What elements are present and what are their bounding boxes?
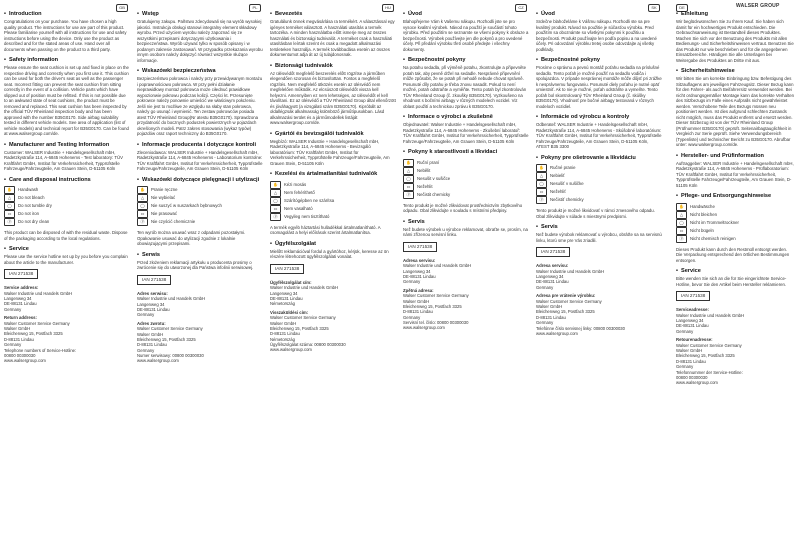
address-line: DE-88131 Lindau [676, 323, 709, 329]
address-line: Germany [536, 284, 554, 290]
care-symbol-label: Szárítógépben ne szárítsa [284, 197, 335, 203]
section-paragraph: Please ensure the seat cushion is set up and fixed in place on the respective driving and correctly when you first use it. This cushion can be used for both the driver's seat as well as the passenger seat. Incorrect fitting can prevent the seat cushion from sitting correctly in the event of a collision. Vehicle parts which have slipped out of position must be refitted. If this is not possible due to an awkward state of seat cushions, the product must be removed and replaced. This seat cushion has been inspected by the official TÜV Rheinland inspection body and has been approved with the number B35G0170. Side airbag suitability tested in different vehicle models. See area of application (list of vehicle models) and technical report for B35G0170. Can be found at www.walsergroup.com/de. [4, 65, 129, 137]
address-line: Germany [676, 328, 694, 334]
care-symbol-row [270, 197, 396, 205]
care-symbol-label: Nicht bleichen [690, 211, 717, 217]
care-symbol-row [4, 202, 130, 210]
care-symbol-label: Nesušiť v sušičke [550, 181, 584, 187]
care-symbol-row [676, 219, 794, 227]
section-paragraph: Ten wyrób można usuwać wraz z odpadami pozostałymi. Opakowanie usuwać do utylizacji zgodnie z lokalnie obowiązującymi przepisami. [137, 230, 246, 247]
section-paragraph: Dieses Produkt kann durch den Restmüll entsorgt werden. Die Verpackung entsprechend den örtlichen Bestimmungen entsorgen. [676, 246, 790, 263]
language-badge: GB [116, 4, 128, 12]
care-symbol-label: Handwash [18, 187, 39, 193]
care-symbols [403, 159, 529, 199]
address-line: Walser Customer Service Germany [4, 320, 70, 326]
address-line: Germany [536, 320, 554, 326]
care-symbol-label: Do not tumble dry [18, 203, 52, 209]
care-symbol-icon: ◯ [403, 175, 414, 183]
care-symbol-row [4, 210, 130, 218]
language-badge: CZ [515, 4, 527, 12]
address-line: Germany [4, 342, 22, 348]
care-symbol-icon: Ⓟ [137, 218, 148, 226]
language-column [270, 6, 396, 552]
care-symbol-row [536, 188, 662, 196]
care-symbol-row [137, 202, 263, 210]
care-symbol-row [403, 159, 529, 167]
section-paragraph: Bitte wenden Sie sich an die für Sie eingerichtete Service-Hotline, bevor Sie den Artikel beim Hersteller reklamieren. [676, 276, 787, 287]
section-heading: • Informácie od výrobcu a kontroly [536, 114, 662, 121]
website-link[interactable]: www.walsergroup.com [137, 358, 179, 364]
care-symbol-row [676, 211, 794, 219]
care-symbol-label: Nečistiť chemicky [550, 197, 584, 203]
care-symbol-row [403, 191, 529, 199]
care-symbol-label: Do not dry clean [18, 219, 50, 225]
section-paragraph: Prosíme o správnu a pevnú montáž poťahu sedadla na príslušné sedadlo. Tento poťah je možné použiť na sedadlo vodiča i spolujazdca. V prípade nesprávnej montáže môže dôjsť pri zrážke k nesprávnemu fungovaniu. Posunuté diely poťahu je nutné opäť umiestniť. Ak to nie je možné, poťah odstráňte a vymeňte. Tento poťah bol skontrolovaný TÜV Rheinland Group (č. skúšky B35G0170). Vhodnosť pre bočné airbagy testovaná v rôznych modeloch vozidiel. [536, 65, 662, 109]
section-heading: • Servis [536, 224, 662, 231]
language-column [536, 6, 662, 552]
language-badge: SK [648, 4, 660, 12]
care-symbol-label: Nečistit chemicky [417, 191, 451, 197]
section-heading: • Sicherheitshinweise [676, 68, 794, 75]
section-paragraph: Tento produkt je možné likvidovať v rámci zmesového odpadu. Obal zlikvidujte v súlade s miestnymi predpismi. [536, 208, 655, 219]
website-link[interactable]: www.walsergroup.com [270, 347, 312, 353]
care-symbol-icon: ◯ [4, 202, 15, 210]
address-line: Walser Industrie und Handels GmbH [4, 290, 73, 296]
care-symbol-icon: ✋ [4, 186, 15, 194]
care-symbol-row [536, 196, 662, 204]
ian-number: IAN 271538 [536, 247, 570, 257]
section-heading: • Introduction [4, 11, 130, 18]
language-column [4, 6, 130, 552]
address-line: D-88131 Lindau [676, 358, 706, 364]
address-line: Németország [270, 301, 295, 307]
address-line: DE-88131 Lindau [137, 306, 170, 312]
care-symbol-label: Handwäsche [690, 203, 715, 209]
care-symbols [536, 164, 662, 204]
section-heading: • Wskazówki dotyczące pielęgnacji i utylizacji [137, 177, 263, 184]
section-paragraph: Gratulujemy zakupu. Pañstwo zdecydowali się na wyrób wysokiej jakości. Instrukcja obsługi stanowi integralny element składowy wyrobu. Przed użyciem wyrobu należy zapoznać się ze wszystkimi przepisami dotyczącymi użytkowania i bezpieczeństwa. Wyrób używać tylko w sposób opisany i w podanym zakresie zastosowań. W przypadku przekazania wyrobu innym osobom należy dołączyć również wszystkie służące informacje. [137, 19, 263, 63]
section-heading: • Pokyny pre ošetrovanie a likvidáciu [536, 155, 662, 162]
section-paragraph: Odberateľ: WALSER Industrie + Handelsgesellschaft mbH, Radetzkystraße 114, A-6845 Hohenems - Skúšobné laboratórium: TÜV Kraftfahrt GmbH, Institut für Verkehrssicherheit, Typprüfstelle Fahrzeuge/Fahrzeugteile, Am Grauen Stein, D-51105 Köln, ATEST B35 3300 [536, 122, 662, 150]
section-paragraph: Zleceniodawca: WALSER Industrie + Handelsgesellschaft mbH, Radetzkystraße 114, A-6845 Hohenems - Laboratorium kontrolne: TÜV Kraftfahrt GmbH, Institut für Verkehrssicherheit, Typprüfstelle Fahrzeuge/Fahrzeugteile, Am Grauen Stein, D-51105 Köln [137, 149, 263, 172]
care-symbol-icon: Ⓟ [676, 235, 687, 243]
care-symbol-icon: ▭ [270, 205, 281, 213]
care-symbol-label: Vegyileg nem tisztítható [284, 213, 330, 219]
section-paragraph: Megbízó: WALSER Industrie + Handelsgesellschaft mbH, Radetzkystraße 114, A-6845 Hohenems - Bevizsgáló laboratórium: TÜV Kraftfahrt GmbH, Institut für Verkehrssicherheit, Typprüfstelle Fahrzeuge/Fahrzeugteile, Am Grauen Stein, D-51105 Köln [270, 138, 390, 166]
brand-logo: WALSER GROUP [736, 3, 780, 9]
care-symbol-icon: ✋ [270, 181, 281, 189]
care-symbol-icon: ✋ [137, 186, 148, 194]
section-paragraph: Przed złożeniem reklamacji artykułu u producenta prosimy o zwrócenie się do utworzonej dla Państwa infolinii serwisowej. [137, 259, 254, 271]
address-line: Bleichenweg 15, Postfach 3325 [270, 325, 329, 331]
address-heading: Adresa servisu: [536, 263, 569, 269]
address-line: Walser GmbH [676, 348, 703, 354]
address-line: D-88131 Lindau [536, 314, 566, 320]
address-heading: Service address: [4, 285, 39, 291]
address-line: Germany [137, 347, 155, 353]
address-line: D-88131 Lindau [270, 331, 300, 337]
section-heading: • Pflege- und Entsorgungshinweise [676, 193, 794, 200]
care-symbol-label: Do not bleach [18, 195, 45, 201]
section-paragraph: Customer: WALSER Industrie + Handelsgesellschaft mbH, Radetzkystraße 114, A-6845 Hohenems - Test laboratory: TÜV Kraftfahrt GmbH, Institut für Verkehrssicherheit, Typprüfstelle Fahrzeuge/Fahrzeugteile, Am Grauen Stein, D-51105 Köln [4, 149, 123, 172]
language-column [137, 6, 263, 552]
care-symbols [137, 186, 263, 226]
ian-number: IAN 271538 [676, 291, 710, 301]
care-symbols [4, 186, 130, 226]
address-heading: Serviceadresse: [676, 307, 709, 313]
care-symbol-label: Nebieliť [550, 173, 565, 179]
address-line: Langenweg 34 [536, 274, 564, 280]
section-paragraph: Na potahu sedadla, při výměně potahu, zkontrolujte a připevněte potah tak, aby pevně držel na sedadle. Nesprávné připevnění může způsobit, že se potah při nehodě nebude chovat správně. Posunuté díly potahu je třeba znovu nasadit. Pokud to není možné, potah odstraňte a vyměňte. Tento potah byl zkontrolován TÜV Rheinland Group (č. zkoušky B35G0170). Vyzkoušeno na vhodnost s bočními airbagy v různých modelech vozidel. Viz oblast použití a technickou zprávu k B35G0170. [403, 65, 527, 109]
care-symbol-label: Ručné pranie [550, 165, 576, 171]
section-heading: • Bezpečnostné pokyny [536, 57, 662, 64]
section-heading: • Hersteller- und Prüfinformation [676, 153, 794, 160]
section-heading: • Biztonsági tudnivalók [270, 63, 396, 70]
care-symbol-row [270, 181, 396, 189]
section-heading: • Bevezetés [270, 11, 396, 18]
ian-number: IAN 271538 [4, 269, 38, 279]
care-symbol-label: Nicht bügeln [690, 227, 714, 233]
care-symbol-label: Nežehlit [417, 183, 433, 189]
section-paragraph: Blahopřejeme Vám k Vašemu nákupu. Rozhodli jste se pro vysoce kvalitní výrobek. Návod na použití je součástí tohoto výrobku. Před použitím se seznamte se všemi pokyny k obsluze a bezpečnosti. Výrobek používejte jen dle pokynů a pro uvedené účely. Při předání výrobku třetí osobě předejte i všechny dokumenty. [403, 19, 529, 52]
care-symbol-icon: Ⓟ [403, 191, 414, 199]
ian-number: IAN 271538 [137, 275, 171, 285]
address-line: Walser Industrie und Handels GmbH [403, 263, 472, 269]
section-heading: • Service [4, 246, 130, 253]
address-line: D-88131 Lindau [403, 309, 433, 315]
section-heading: • Care and disposal instructions [4, 177, 130, 184]
care-symbol-row [137, 218, 263, 226]
section-heading: • Pokyny k starostlivosti a likvidaci [403, 149, 529, 156]
section-paragraph: Než budete výrobok reklamovať u výrobcu, obráťte sa na servisnú linku, ktorú sme pre Vás zriadili. [536, 232, 662, 243]
address-line: Langenweg 34 [270, 290, 298, 296]
address-heading: Visszaküldési cím: [270, 309, 309, 315]
section-heading: • Serwis [137, 252, 263, 259]
address-line: Walser Customer Service Germany [403, 293, 469, 299]
care-symbol-row [270, 189, 396, 197]
language-column [403, 6, 529, 552]
care-symbol-row [4, 218, 130, 226]
section-paragraph: Az ülésvédőt megfelelő beszerelés előtt rögzítse a járműben elegendően szorosan és biztosítottan. Fontos a megfelelő rögzítés. Nem megfelelő ütközés esetén az ülésvédő nem megfelelően működik. Az elcsúszott ülésvédőt vissza kell helyezni. Amennyiben ez nem lehetséges, az ülésvédőt el kell távolítani. Ez az ülésvédő a TÜV Rheinland Group által ellenőrzött és jóváhagyott (a vizsgálati szám B35G0170). Kipróbált az oldallégzsák alkalmasság különböző járműtípusokban. Lásd alkalmazási terület és a járműmodellek listáját www.walsergroup.com/de. [270, 70, 396, 126]
address-heading: Retourenadresse: [676, 337, 713, 343]
address-line: DE-88131 Lindau [270, 295, 303, 301]
address-line: D-88131 Lindau [4, 336, 34, 342]
section-paragraph: This product can be disposed of with the residual waste. Dispose of the packaging according to the local regulations. [4, 230, 128, 241]
address-line: DE-88131 Lindau [536, 279, 569, 285]
section-heading: • Informace o výrobci a zkušebně [403, 114, 529, 121]
care-symbol-icon: ✋ [403, 159, 414, 167]
care-symbol-row [270, 205, 396, 213]
section-heading: • Service [676, 268, 794, 275]
section-heading: • Informacje producenta i dotyczące kontroli [137, 142, 263, 149]
section-paragraph: Objednavatel: Walser Industrie + Handelsgesellschaft mbH, Radetzkystraße 114, A-6845 Hohenems - Zkušební laboratoř: TÜV Kraftfahrt GmbH, Institut für Verkehrssicherheit, Typprüfstelle Fahrzeuge/Fahrzeugteile, Am Grauen Stein, D-51105 Köln [403, 122, 529, 144]
section-heading: • Wskazówki bezpieczeństwa [137, 68, 263, 75]
section-heading: • Gyártói és bevizsgálói tudnivalók [270, 131, 396, 138]
care-symbol-row [403, 183, 529, 191]
hotline-text: Servisní tel. číslo: 00800 00300030 [403, 320, 469, 326]
section-heading: • Kezelési és ártalmatlanítási tudnivalók [270, 171, 396, 178]
language-badge: PL [249, 4, 261, 12]
care-symbol-row [403, 167, 529, 175]
address-line: Walser GmbH [403, 298, 430, 304]
address-heading: Adres zwrotu: [137, 320, 166, 326]
address-line: Germany [403, 314, 421, 320]
section-paragraph: Bezpieczeństwo pokrowca i należy przy przewidywanym montażu i poprawnościowo pokrowca. W przy pełni działanie nieprawidłowy montaż pokrowca może ciłednuć prawidłowe wypozionwie pokrowu podczas kolizji. Części kt. Przesunięte pokrowce należy ponownie umieścić we właściwym położeniu. Jeśli nie jest to możliwe ze względu na słaby stan pokrowca, należy go usunąć i wymienić. Ten zestaw pokrowców posiada atest TÜV Rheinland Group(Nr atestu B35G0170). Sprawdzona przydatność do bocznych poduszek powietrznych w pojazdach określonych modeli. Patrz zakres stosowania (wykaz typów) pojazdów oraz raport techniczny do B35G0170. [137, 76, 263, 137]
care-symbol-label: Nie wybielać [151, 195, 176, 201]
care-symbol-icon: ◯ [137, 202, 148, 210]
section-paragraph: Než budete výrobek u výrobce reklamovat, obraťte se, prosím, na námi zřízenou servisní linku. [403, 226, 528, 238]
hotline-text: Ügyfélszolgálat száma: 00800 00300030 [270, 342, 346, 348]
section-heading: • Úvod [403, 11, 529, 18]
section-paragraph: Tento produkt je možné zlikvidovat prostřednictvím zbytkového odpadu. Obal zlikvidujte v souladu s místními předpisy. [403, 202, 523, 214]
address-heading: Adres serwisu: [137, 290, 168, 296]
address-line: Walser Industrie und Handels GmbH [137, 296, 206, 302]
care-symbol-label: Nesušit v sušičce [417, 175, 451, 181]
hotline-text: 00800 00300030 [4, 352, 36, 358]
care-symbol-icon: Ⓟ [536, 196, 547, 204]
care-symbol-icon: ◯ [270, 197, 281, 205]
section-paragraph: Mielőtt reklamációval fordul a gyártóhoz, kérjük, keresse az ön részére létrehozott ügyfélszolgálati vonalat. [270, 248, 389, 260]
care-symbol-row [536, 172, 662, 180]
hotline-text: Telefonnummer der Service-Hotline: [676, 369, 743, 375]
section-paragraph: Srdečne blahoželáme k Vášmu nákupu. Rozhodli ste sa pre kvalitný produkt. Návod na použitie je súčasťou výrobku. Pred použitím sa oboznámte so všetkými pokynmi k použitiu a bezpečnosti. Produkt používajte len podľa popisu a na uvedené účely. Pri odovzdaní výrobku tretej osobe odovzdajte aj všetky podklady. [536, 19, 657, 52]
care-symbol-icon: ◯ [676, 219, 687, 227]
care-symbol-row [536, 164, 662, 172]
address-line: Walser Customer Service Germany [536, 298, 602, 304]
address-line: Germany [137, 312, 155, 318]
language-badge: DE [676, 4, 688, 12]
care-symbol-label: Nežehliť [550, 189, 566, 195]
address-line: Walser Industrie und Handels GmbH [676, 312, 745, 318]
address-line: Walser GmbH [4, 326, 31, 332]
care-symbol-label: Nem fehéríthető [284, 189, 315, 195]
care-symbol-row [536, 180, 662, 188]
care-symbol-icon: ◯ [536, 180, 547, 188]
address-heading: Return address: [4, 315, 37, 321]
address-line: DE-88131 Lindau [4, 301, 37, 307]
address-line: Germany [676, 364, 694, 370]
section-heading: • Ügyfélszolgálat [270, 241, 396, 248]
care-symbol-row [403, 175, 529, 183]
language-badge: HU [382, 4, 394, 12]
care-symbol-icon: ▭ [137, 210, 148, 218]
care-symbol-row [270, 213, 396, 221]
address-line: Walser Customer Service Germany [270, 315, 336, 321]
address-heading: Adresa servisu: [403, 257, 436, 263]
section-heading: • Safety information [4, 57, 130, 64]
care-symbol-icon: △ [4, 194, 15, 202]
address-line: Langenweg 34 [403, 268, 431, 274]
care-symbol-label: Pranie ręczne [151, 187, 178, 193]
care-symbol-icon: △ [137, 194, 148, 202]
care-symbol-label: Kézi mosás [284, 181, 307, 187]
address-line: Langenweg 34 [137, 301, 165, 307]
address-line: Walser Industrie und Handels GmbH [270, 285, 339, 291]
section-heading: • Manufacturer and Testing Information [4, 142, 130, 149]
section-paragraph: Please use the service hotline set up by you before you complain about the article to the manufacturer. [4, 254, 128, 265]
care-symbol-label: Nie prasować [151, 211, 178, 217]
care-symbol-label: Nie suszyć w suszarkach bębnowych [151, 203, 222, 209]
ian-number: IAN 271538 [270, 264, 304, 274]
ian-number: IAN 271538 [403, 242, 437, 252]
address-heading: Adresa pre vrátenie výrobku: [536, 293, 596, 299]
address-line: Walser GmbH [137, 331, 164, 337]
section-paragraph: Wir beglückwünschen Sie zu Ihrem Kauf. Sie haben sich damit für ein hochwertiges Produkt entschieden. Die Gebrauchsanweisung ist Bestandteil dieses Produktes. Machen Sie sich vor der Benutzung des Produkts mit allen Bedienungs- und Sicherheitshinweisen vertraut. Benutzen Sie das Produkt nur wie beschrieben und für die angegebenen Einsatzbereiche. Händigen Sie alle Unterlagen bei Weitergabe des Produktes an Dritte mit aus. [676, 19, 794, 63]
care-symbol-row [4, 194, 130, 202]
care-symbol-row [137, 194, 263, 202]
address-heading: Ügyfélszolgálat cím: [270, 279, 312, 285]
care-symbol-icon: ✋ [676, 203, 687, 211]
section-heading: • Úvod [536, 11, 662, 18]
care-symbol-icon: △ [536, 172, 547, 180]
address-line: Germany [403, 279, 421, 285]
address-line: Bleichenweg 15, Postfach 3325 [676, 353, 735, 359]
care-symbol-icon: ▭ [676, 227, 687, 235]
care-symbol-icon: △ [676, 211, 687, 219]
address-line: Germany [4, 306, 22, 312]
care-symbol-icon: Ⓟ [4, 218, 15, 226]
care-symbol-icon: ✋ [536, 164, 547, 172]
hotline-text: 00800 00300030 [676, 374, 708, 380]
website-link[interactable]: www.walsergroup.com [403, 325, 445, 331]
care-symbol-row [4, 186, 130, 194]
address-line: D-88131 Lindau [137, 342, 167, 348]
website-link[interactable]: www.walsergroup.com [536, 330, 578, 336]
address-line: Bleichenweg 15, Postfach 3325 [4, 331, 63, 337]
section-heading: • Wstęp [137, 11, 263, 18]
section-paragraph: Auftraggeber: WALSER Industrie + Handelsgesellschaft mbH, Radetzkystraße 114, A-6845 Hohenems - Prüflaboratorium: TÜV Kraftfahrt GmbH, Institut für Verkehrssicherheit, Typprüfstelle Fahrzeuge/Fahrzeugteile, Am Grauen Stein, D-51105 Köln [676, 160, 794, 188]
care-symbol-label: Do not iron [18, 211, 40, 217]
care-symbol-row [137, 210, 263, 218]
section-paragraph: Congratulations on your purchase. You have chosen a high quality product. The instructions for use are part of this product. Please familiarise yourself with all instructions for use and safety instructions before using the device. Only use the product as described and for the stated areas of use. Hand over all documents when passing on the product to a third party. [4, 19, 127, 52]
address-line: Walser GmbH [536, 304, 563, 310]
address-heading: Zpětná adresa: [403, 287, 434, 293]
address-line: Walser GmbH [270, 320, 297, 326]
care-symbols [676, 203, 794, 243]
care-symbol-row [676, 235, 794, 243]
language-column [676, 6, 794, 552]
section-heading: • Bezpečnostní pokyny [403, 57, 529, 64]
section-heading: • Servis [403, 219, 529, 226]
address-line: Walser Customer Service Germany [137, 326, 203, 332]
care-symbol-icon: ▭ [4, 210, 15, 218]
care-symbol-label: Nebělit [417, 167, 431, 173]
section-heading: • Einleitung [676, 11, 794, 18]
care-symbol-row [137, 186, 263, 194]
care-symbols [270, 181, 396, 221]
section-paragraph: A termék egyéb háztartási hulladékkal ártalmatlanítható. A csomagolást a helyi előírások szerint ártalmatlanítsa. [270, 224, 381, 236]
care-symbol-row [676, 227, 794, 235]
care-symbol-label: Nicht im Trommeltrockner [690, 219, 739, 225]
website-link[interactable]: www.walsergroup.com [4, 358, 46, 364]
section-paragraph: Wir bitten Sie um korrekte Einbringung bzw. Befestigung des Sitzauflagens am jeweiligen Fahrzeugsitz. Dieser Bezug kann für den Fahrer- als auch Beifahrersitz verwendet werden. Bei nicht ordnungsgemäßer Montage kann das korrekte Verhalten des Sitzbezugs im Falle eines Aufpralls nicht gewährleistet werden. Verschobene Teile des Bezugs müssen neu positioniert werden. Ist dies aufgrund schlechten Zustands nicht möglich, muss das Produkt entfernt und ersetzt werden. Dieser Sitzbezug ist von der TÜV Rheinland Group (Prüfnummer B35G0170) geprüft. Seitenairbagtauglichkeit in Vergleich zur Serie geprüft. Siehe Verwendungsbereich (Typenliste) und technischer Bericht zu B35G0170. Abrufbar unter: www.walsergroup.com/de. [676, 76, 794, 148]
care-symbol-label: Nem vasalható [284, 205, 313, 211]
address-line: Walser Industrie und Handels GmbH [536, 268, 605, 274]
address-line: Langenweg 34 [676, 318, 704, 324]
care-symbol-label: Nie czyścić chemicznie [151, 219, 196, 225]
care-symbol-icon: △ [270, 189, 281, 197]
care-symbol-row [676, 203, 794, 211]
care-symbol-icon: Ⓟ [270, 213, 281, 221]
care-symbol-icon: ▭ [536, 188, 547, 196]
address-line: Bleichenweg 15, Postfach 3325 [137, 336, 196, 342]
care-symbol-icon: △ [403, 167, 414, 175]
care-symbol-label: Ruční praní [417, 159, 440, 165]
address-line: Bleichenweg 15, Postfach 3325 [403, 303, 462, 309]
address-line: Langenweg 34 [4, 296, 32, 302]
hotline-text: Numer serwisowy: 00800 00300030 [137, 353, 204, 359]
address-line: Németország [270, 336, 295, 342]
address-line: Walser Customer Service Germany [676, 342, 742, 348]
website-link[interactable]: www.walsergroup.com [676, 380, 718, 386]
section-paragraph: Gratulálunk önnek megvásárlása ra termékért. A választással egy igényes terméket választott. A használati utasítás a termék tartozéka. A minden használatba előtt ismerje meg az összes használati és biztonsági tudnivalót. A terméket csak a használati utasításban leírtak szerint és csak a megadott alkalmazási területeken használja. A termék továbbadása esetén az összes dokumentumot adja át az új tulajdonosnak. [270, 19, 395, 58]
hotline-text: Telephone numbers of Service-Hotline: [4, 347, 77, 353]
address-line: Bleichenweg 15, Postfach 3325 [536, 309, 595, 315]
hotline-text: Telefónne číslo servisnej linky: 00800 00300030 [536, 325, 625, 331]
address-line: DE-88131 Lindau [403, 273, 436, 279]
care-symbol-label: Nicht chemisch reinigen [690, 235, 736, 241]
care-symbol-icon: ▭ [403, 183, 414, 191]
